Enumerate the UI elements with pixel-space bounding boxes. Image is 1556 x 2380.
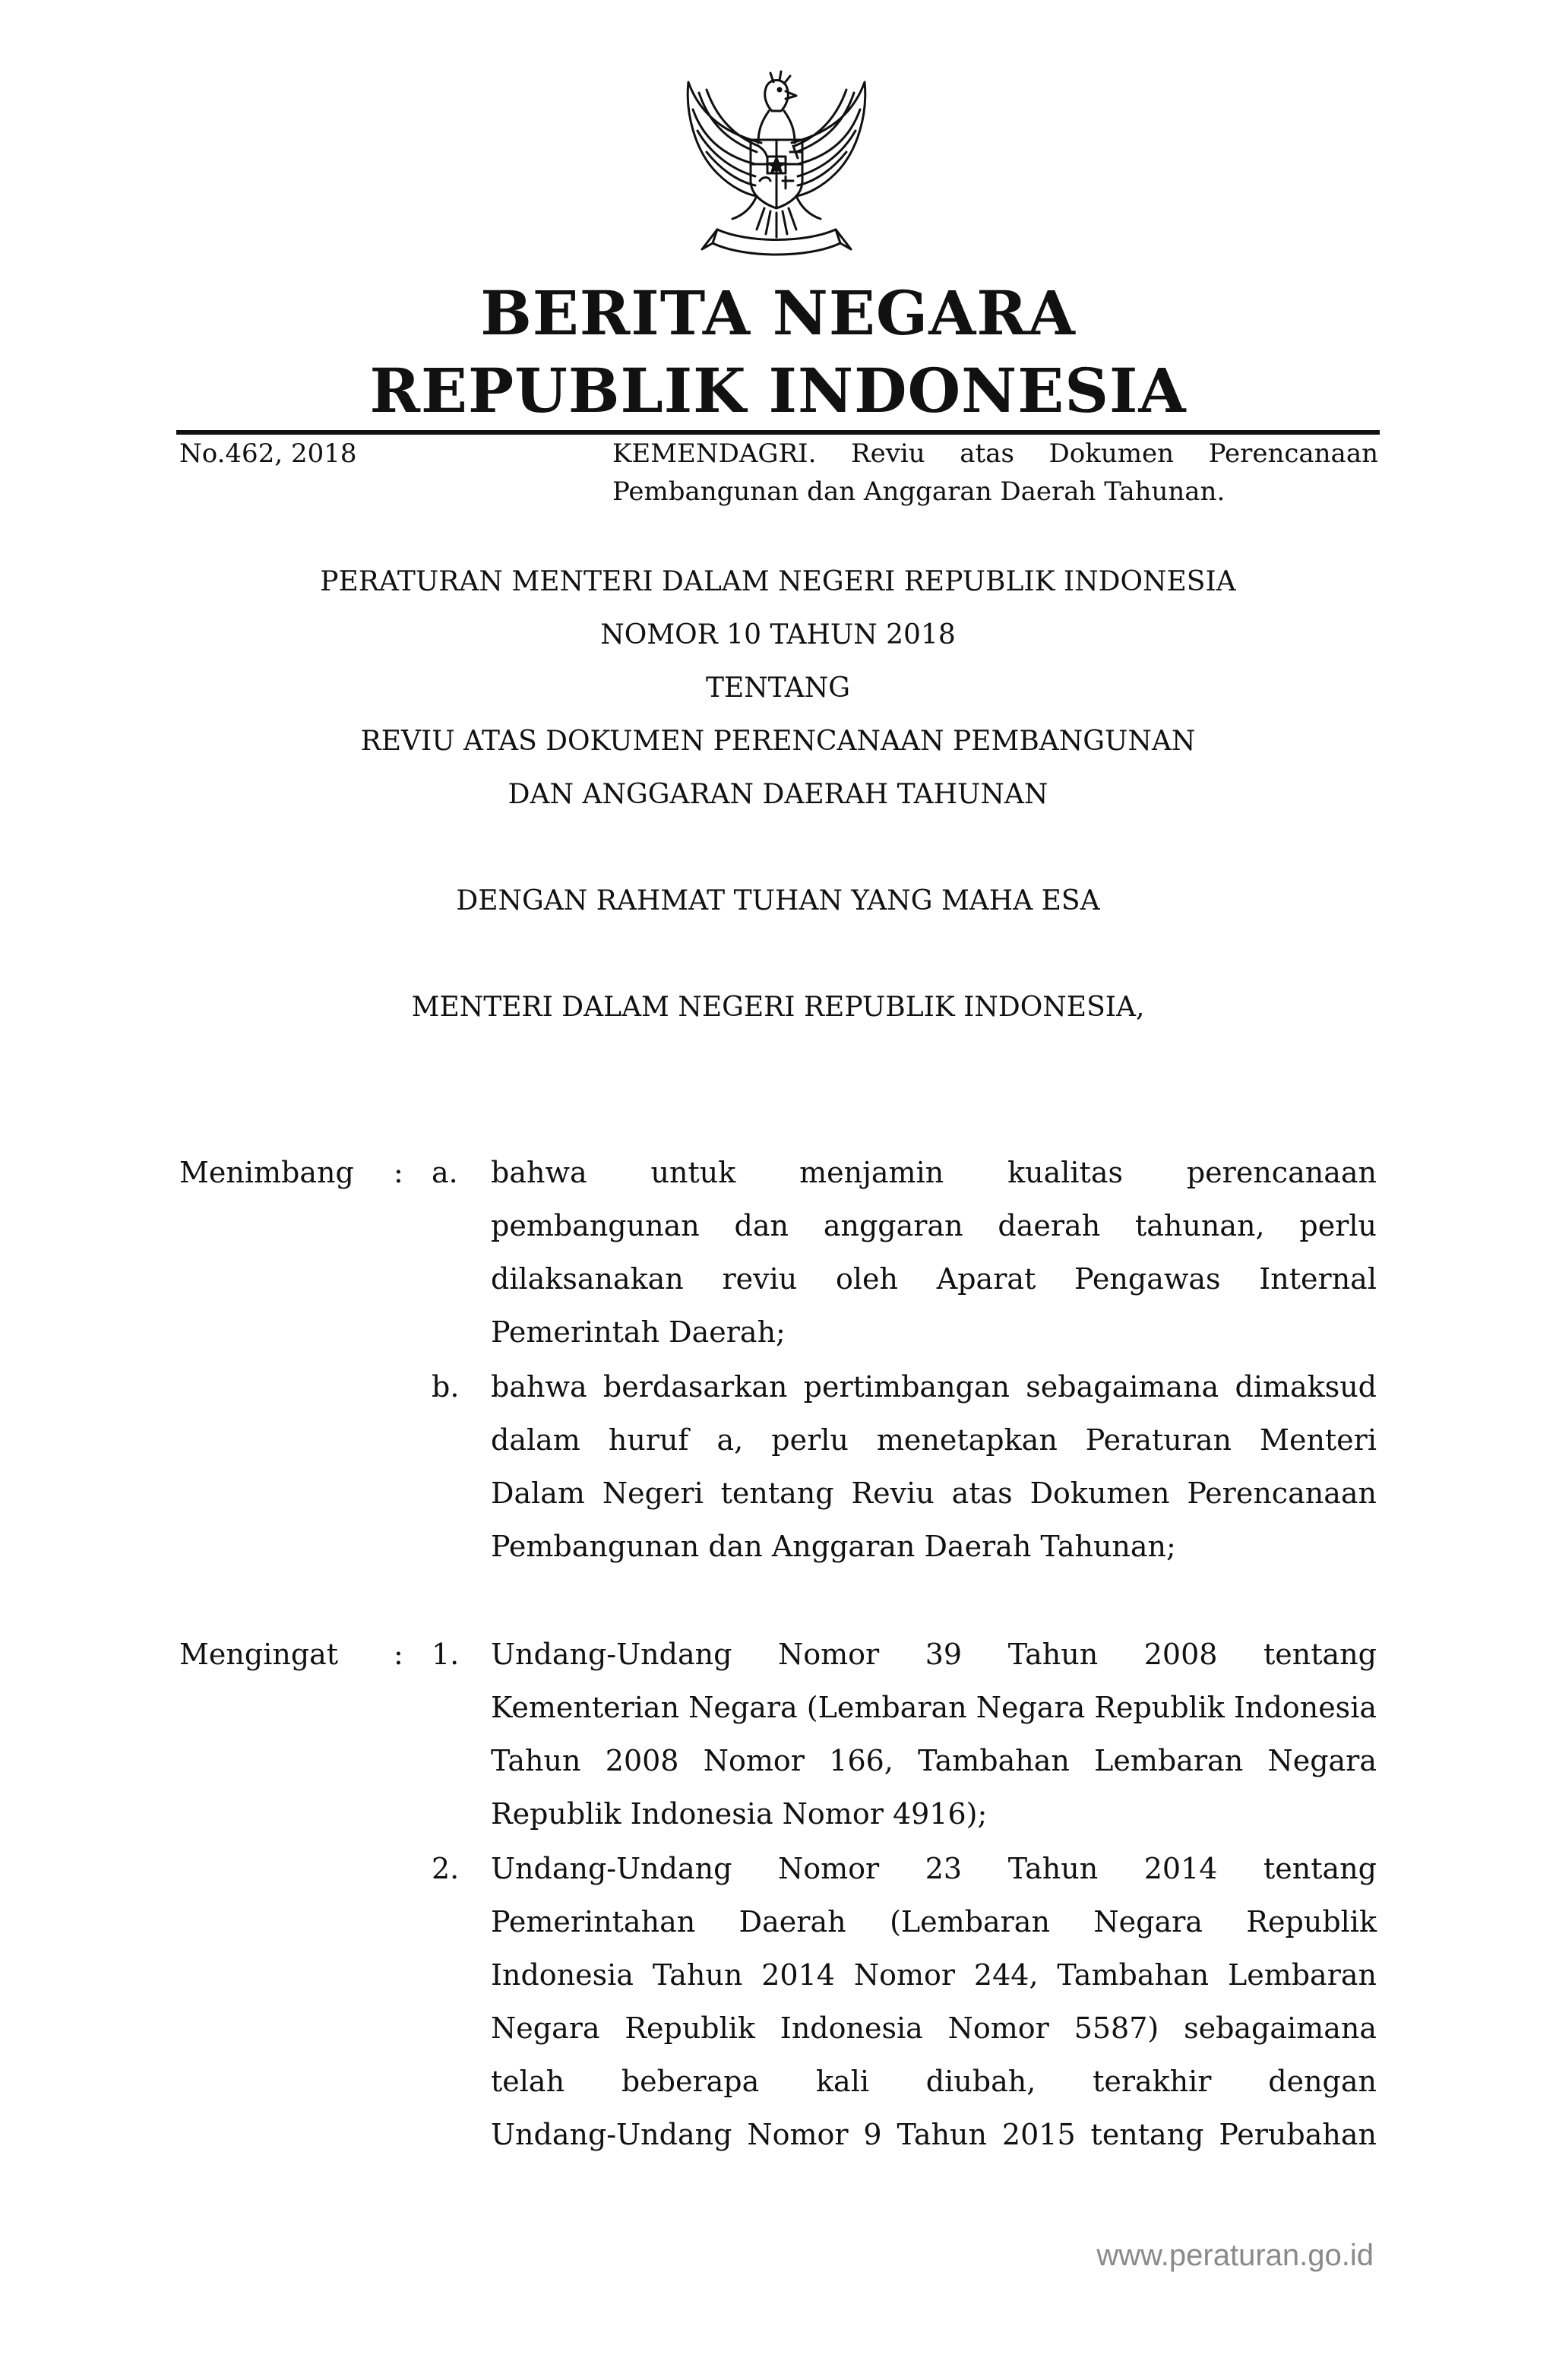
clause-line: Dalam Negeri tentang Reviu atas Dokumen Perencanaan [491,1476,1377,1510]
regulation-heading: PERATURAN MENTERI DALAM NEGERI REPUBLIK INDONESIA [320,566,1236,597]
section-label-menimbang: Menimbang [179,1156,354,1189]
list-marker: a. [432,1156,458,1189]
regulation-about: TENTANG [705,673,851,704]
clause-line: Pemerintahan Daerah (Lembaran Negara Republik [491,1905,1377,1938]
gazette-title-line: KEMENDAGRI. Reviu atas Dokumen Perencanaan [612,438,1378,469]
clause-line: Pemerintah Daerah; [491,1315,786,1349]
clause-line: telah beberapa kali diubah, terakhir dengan [491,2065,1377,2098]
gazette-number: No.462, 2018 [179,438,357,469]
clause-line: Indonesia Tahun 2014 Nomor 244, Tambahan Lembaran [491,1958,1377,1992]
section-colon: : [394,1638,403,1671]
garuda-pancasila-emblem-icon [672,67,881,266]
list-marker: b. [432,1370,460,1404]
masthead-subtitle: REPUBLIK INDONESIA [369,355,1187,426]
invocation: DENGAN RAHMAT TUHAN YANG MAHA ESA [456,885,1100,916]
section-colon: : [394,1156,403,1189]
gazette-title-line: Pembangunan dan Anggaran Daerah Tahunan. [612,476,1226,507]
clause-line: Tahun 2008 Nomor 166, Tambahan Lembaran Negara [491,1744,1377,1777]
footer-url-link[interactable]: www.peraturan.go.id [1096,2239,1374,2272]
list-marker: 1. [432,1638,460,1671]
masthead-title: BERITA NEGARA [480,277,1076,349]
section-label-mengingat: Mengingat [179,1638,339,1671]
clause-line: Pembangunan dan Anggaran Daerah Tahunan; [491,1530,1176,1563]
clause-line: Undang-Undang Nomor 9 Tahun 2015 tentang Perubahan [491,2118,1377,2151]
regulation-number: NOMOR 10 TAHUN 2018 [600,619,956,650]
clause-line: pembangunan dan anggaran daerah tahunan, perlu [491,1209,1377,1242]
regulation-subject: REVIU ATAS DOKUMEN PERENCANAAN PEMBANGUNAN [360,726,1196,757]
clause-line: Undang-Undang Nomor 23 Tahun 2014 tentang [491,1852,1377,1885]
masthead-rule [176,430,1380,435]
clause-line: dilaksanakan reviu oleh Aparat Pengawas Internal [491,1262,1377,1296]
clause-line: Undang-Undang Nomor 39 Tahun 2008 tentang [491,1638,1377,1671]
clause-line: Negara Republik Indonesia Nomor 5587) sebagaimana [491,2011,1377,2045]
clause-line: bahwa berdasarkan pertimbangan sebagaimana dimaksud [491,1370,1377,1404]
clause-line: dalam huruf a, perlu menetapkan Peraturan Menteri [491,1423,1377,1457]
clause-line: bahwa untuk menjamin kualitas perencanaan [491,1156,1377,1189]
list-marker: 2. [432,1852,460,1885]
authority: MENTERI DALAM NEGERI REPUBLIK INDONESIA, [411,992,1145,1023]
clause-line: Republik Indonesia Nomor 4916); [491,1797,988,1831]
clause-line: Kementerian Negara (Lembaran Negara Republik Indonesia [491,1691,1377,1724]
regulation-subject: DAN ANGGARAN DAERAH TAHUNAN [508,779,1048,810]
